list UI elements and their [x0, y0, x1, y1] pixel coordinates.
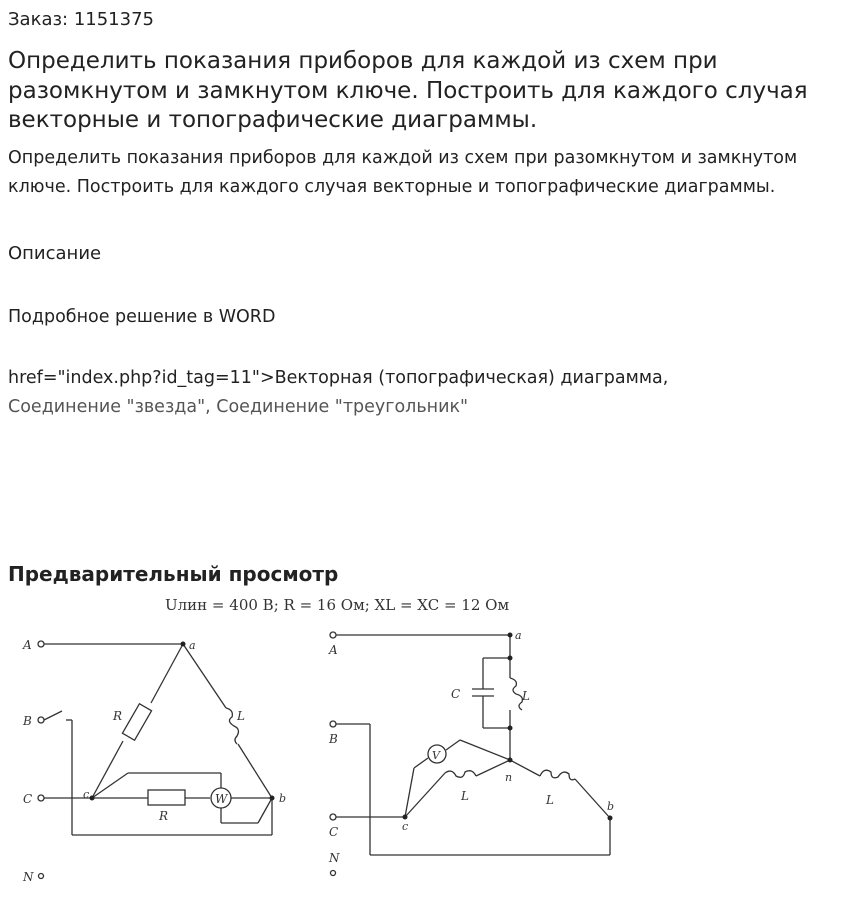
right-inductor-3-label: L — [546, 793, 554, 807]
left-terminal-n-label: N — [23, 870, 34, 884]
preview-title: Предварительный просмотр — [8, 562, 339, 586]
circuit-diagram — [0, 590, 847, 897]
left-terminal-b-label: B — [23, 714, 32, 728]
right-terminal-c-label: C — [329, 825, 339, 839]
right-node-n-label: n — [505, 771, 513, 784]
right-terminal-b-label: B — [329, 732, 338, 746]
right-inductor-2-label: L — [461, 789, 469, 803]
tag-list — [8, 364, 838, 422]
left-node-b-label: b — [279, 792, 287, 805]
left-node-a-label: a — [189, 639, 196, 652]
solution-note: Подробное решение в WORD — [8, 307, 276, 327]
left-terminal-a-label: A — [23, 638, 32, 652]
section-title: Описание — [8, 243, 102, 264]
right-voltmeter-label: V — [432, 749, 440, 762]
right-terminal-n-label: N — [329, 851, 340, 865]
right-inductor-1-label: L — [522, 689, 530, 703]
left-wattmeter-label: W — [215, 792, 228, 806]
right-terminal-a-label: A — [329, 643, 338, 657]
left-terminal-c-label: C — [23, 792, 33, 806]
left-node-c-label: c — [83, 788, 90, 801]
tag-links[interactable]: Соединение "звезда", Соединение "треугольник" — [8, 397, 469, 417]
task-description: Определить показания приборов для каждой из схем при разомкнутом и замкнутом ключе. Построить для каждого случая векторные и топографические диаграммы. — [8, 148, 798, 197]
right-node-a-label: a — [515, 629, 522, 642]
diagram-header: Uлин = 400 В; R = 16 Ом; XL = XC = 12 Ом — [165, 596, 510, 614]
order-number: Заказ: 1151375 — [8, 9, 154, 30]
page-title: Определить показания приборов для каждой из схем при разомкнутом и замкнутом ключе. Построить для каждого случая векторные и топографические диаграммы. — [8, 48, 808, 133]
right-capacitor-label: C — [451, 687, 461, 701]
right-node-c-label: c — [402, 820, 409, 833]
right-node-b-label: b — [607, 800, 615, 813]
left-resistor-1-label: R — [113, 709, 123, 723]
left-resistor-2-label: R — [159, 809, 169, 823]
left-inductor-label: L — [237, 709, 245, 723]
tag-prefix[interactable]: href="index.php?id_tag=11">Векторная (топографическая) диаграмма, — [8, 368, 669, 388]
